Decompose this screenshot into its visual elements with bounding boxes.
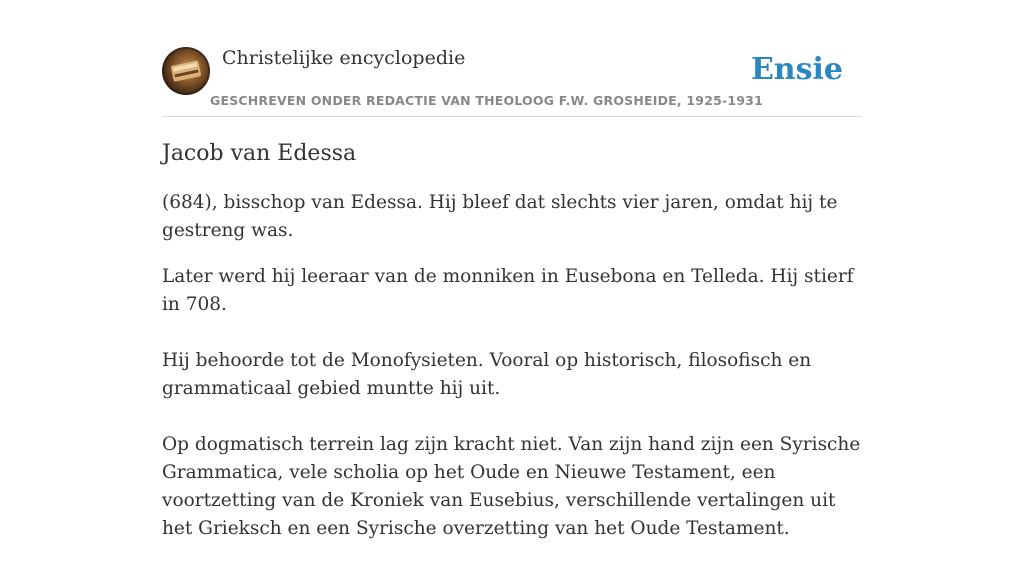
article bbox=[162, 138, 862, 561]
article-paragraph-intro: (684), bisschop van Edessa. Hij bleef dat slechts vier jaren, omdat hij te gestreng was. bbox=[162, 192, 844, 241]
book-photo-icon[interactable] bbox=[162, 47, 210, 95]
site-header bbox=[162, 46, 862, 117]
site-subtitle: GESCHREVEN ONDER REDACTIE VAN THEOLOOG F.W. GROSHEIDE, 1925-1931 bbox=[210, 93, 763, 108]
article-paragraph-body: Later werd hij leeraar van de monniken in Eusebona en Telleda. Hij stierf in 708. Hij behoorde tot de Monofysieten. Vooral op historisch, filosofisch en grammaticaal gebied muntte hij uit. Op dogmatisch terrein lag zijn kracht niet. Van zijn hand zijn een Syrische Grammatica, vele scholia op het Oude en Nieuwe Testament, een voortzetting van de Kroniek van Eusebius, verschillende vertalingen uit het Grieksch en een Syrische overzetting van het Oude Testament. bbox=[162, 266, 861, 539]
article-title: Jacob van Edessa bbox=[162, 141, 357, 166]
brand-logo[interactable]: Ensie bbox=[750, 52, 843, 87]
site-title[interactable]: Christelijke encyclopedie bbox=[222, 47, 466, 69]
